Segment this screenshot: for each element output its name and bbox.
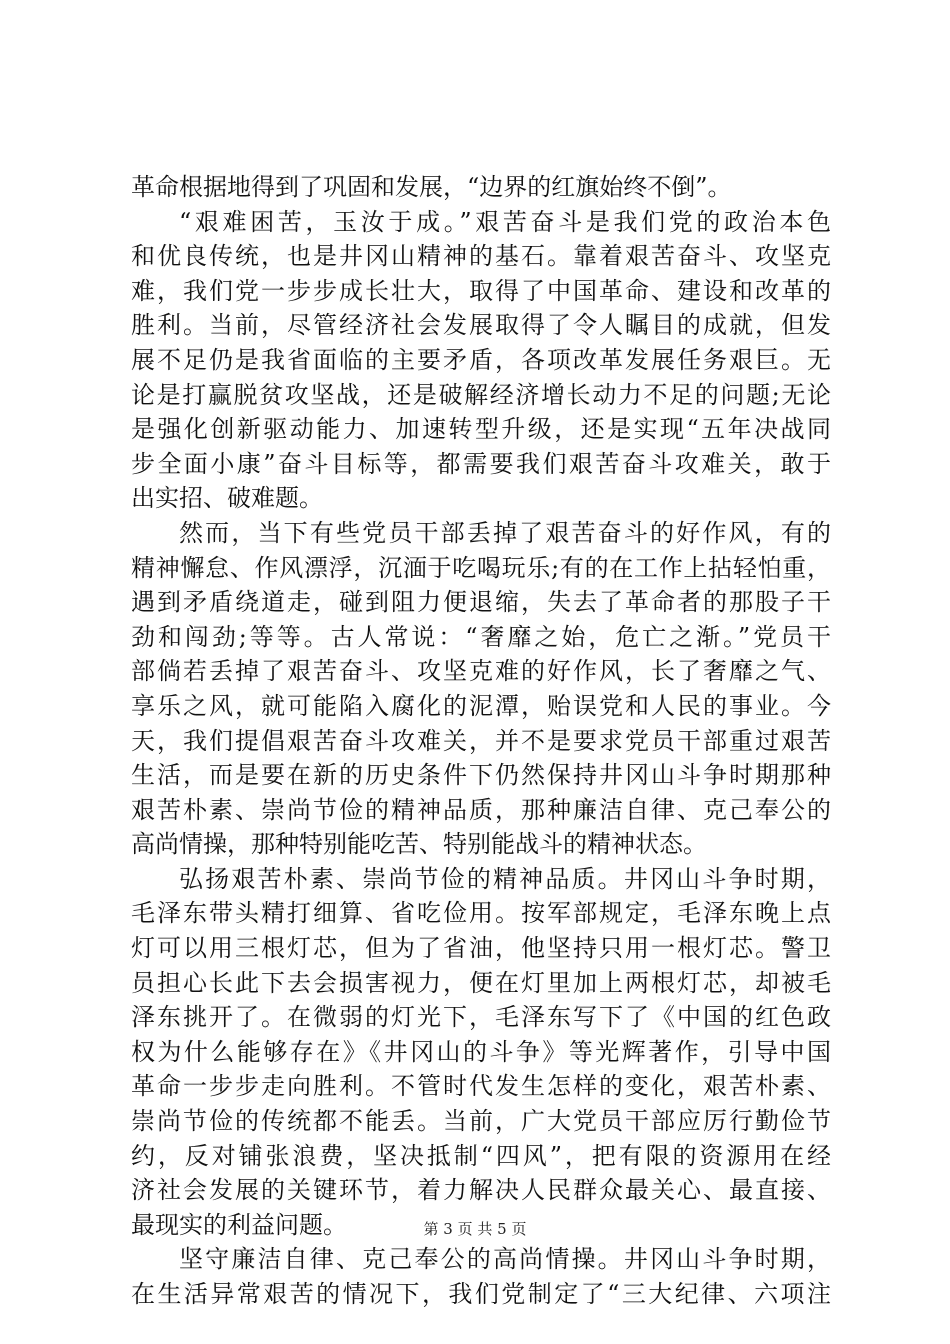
text-line: 最现实的利益问题。 <box>131 1210 347 1239</box>
text-line: 论是打赢脱贫攻坚战，还是破解经济增长动力不足的问题;无论 <box>131 380 831 409</box>
page-footer: 第 3 页 共 5 页 <box>423 1220 527 1238</box>
text-line: 难，我们党一步步成长壮大，取得了中国革命、建设和改革的 <box>131 276 831 305</box>
text-line: 员担心长此下去会损害视力，便在灯里加上两根灯芯，却被毛 <box>131 968 831 997</box>
text-line: 约，反对铺张浪费，坚决抵制“四风”，把有限的资源用在经 <box>131 1141 831 1170</box>
text-line: 坚守廉洁自律、克己奉公的高尚情操。井冈山斗争时期， <box>179 1245 831 1274</box>
text-line: 崇尚节俭的传统都不能丢。当前，广大党员干部应厉行勤俭节 <box>131 1107 831 1136</box>
text-line: 在生活异常艰苦的情况下，我们党制定了“三大纪律、六项注 <box>131 1280 831 1308</box>
text-line: 毛泽东带头精打细算、省吃俭用。按军部规定，毛泽东晚上点 <box>131 899 831 928</box>
text-line: 权为什么能够存在》《井冈山的斗争》等光辉著作，引导中国 <box>131 1037 831 1066</box>
text-line: “艰难困苦，玉汝于成。”艰苦奋斗是我们党的政治本色 <box>179 207 831 236</box>
text-line: 革命根据地得到了巩固和发展，“边界的红旗始终不倒”。 <box>131 173 732 201</box>
text-line: 部倘若丢掉了艰苦奋斗、攻坚克难的好作风，长了奢靡之气、 <box>131 657 831 686</box>
text-line: 步全面小康”奋斗目标等，都需要我们艰苦奋斗攻难关，敢于 <box>131 449 831 478</box>
text-line: 灯可以用三根灯芯，但为了省油，他坚持只用一根灯芯。警卫 <box>131 934 831 963</box>
text-line: 高尚情操，那种特别能吃苦、特别能战斗的精神状态。 <box>131 830 707 859</box>
text-line: 生活，而是要在新的历史条件下仍然保持井冈山斗争时期那种 <box>131 761 831 790</box>
text-line: 艰苦朴素、崇尚节俭的精神品质，那种廉洁自律、克己奉公的 <box>131 795 831 824</box>
text-line: 和优良传统，也是井冈山精神的基石。靠着艰苦奋斗、攻坚克 <box>131 242 831 271</box>
text-line: 遇到矛盾绕道走，碰到阻力便退缩，失去了革命者的那股子干 <box>131 588 831 617</box>
text-line: 济社会发展的关键环节，着力解决人民群众最关心、最直接、 <box>131 1176 831 1205</box>
text-line: 天，我们提倡艰苦奋斗攻难关，并不是要求党员干部重过艰苦 <box>131 726 831 755</box>
text-line: 胜利。当前，尽管经济社会发展取得了令人瞩目的成就，但发 <box>131 311 831 340</box>
text-line: 是强化创新驱动能力、加速转型升级，还是实现“五年决战同 <box>131 415 831 444</box>
text-line: 展不足仍是我省面临的主要矛盾，各项改革发展任务艰巨。无 <box>131 345 831 374</box>
document-body <box>131 170 831 1312</box>
text-line: 享乐之风，就可能陷入腐化的泥潭，贻误党和人民的事业。今 <box>131 691 831 720</box>
text-line: 劲和闯劲;等等。古人常说：“奢靡之始，危亡之渐。”党员干 <box>131 622 831 651</box>
text-line: 泽东挑开了。在微弱的灯光下，毛泽东写下了《中国的红色政 <box>131 1003 831 1032</box>
text-line: 然而，当下有些党员干部丢掉了艰苦奋斗的好作风，有的 <box>179 518 831 547</box>
text-line: 革命一步步走向胜利。不管时代发生怎样的变化，艰苦朴素、 <box>131 1072 831 1101</box>
text-line: 弘扬艰苦朴素、崇尚节俭的精神品质。井冈山斗争时期， <box>179 864 831 893</box>
text-line: 出实招、破难题。 <box>131 484 323 513</box>
text-line: 精神懈怠、作风漂浮，沉湎于吃喝玩乐;有的在工作上拈轻怕重， <box>131 553 831 582</box>
